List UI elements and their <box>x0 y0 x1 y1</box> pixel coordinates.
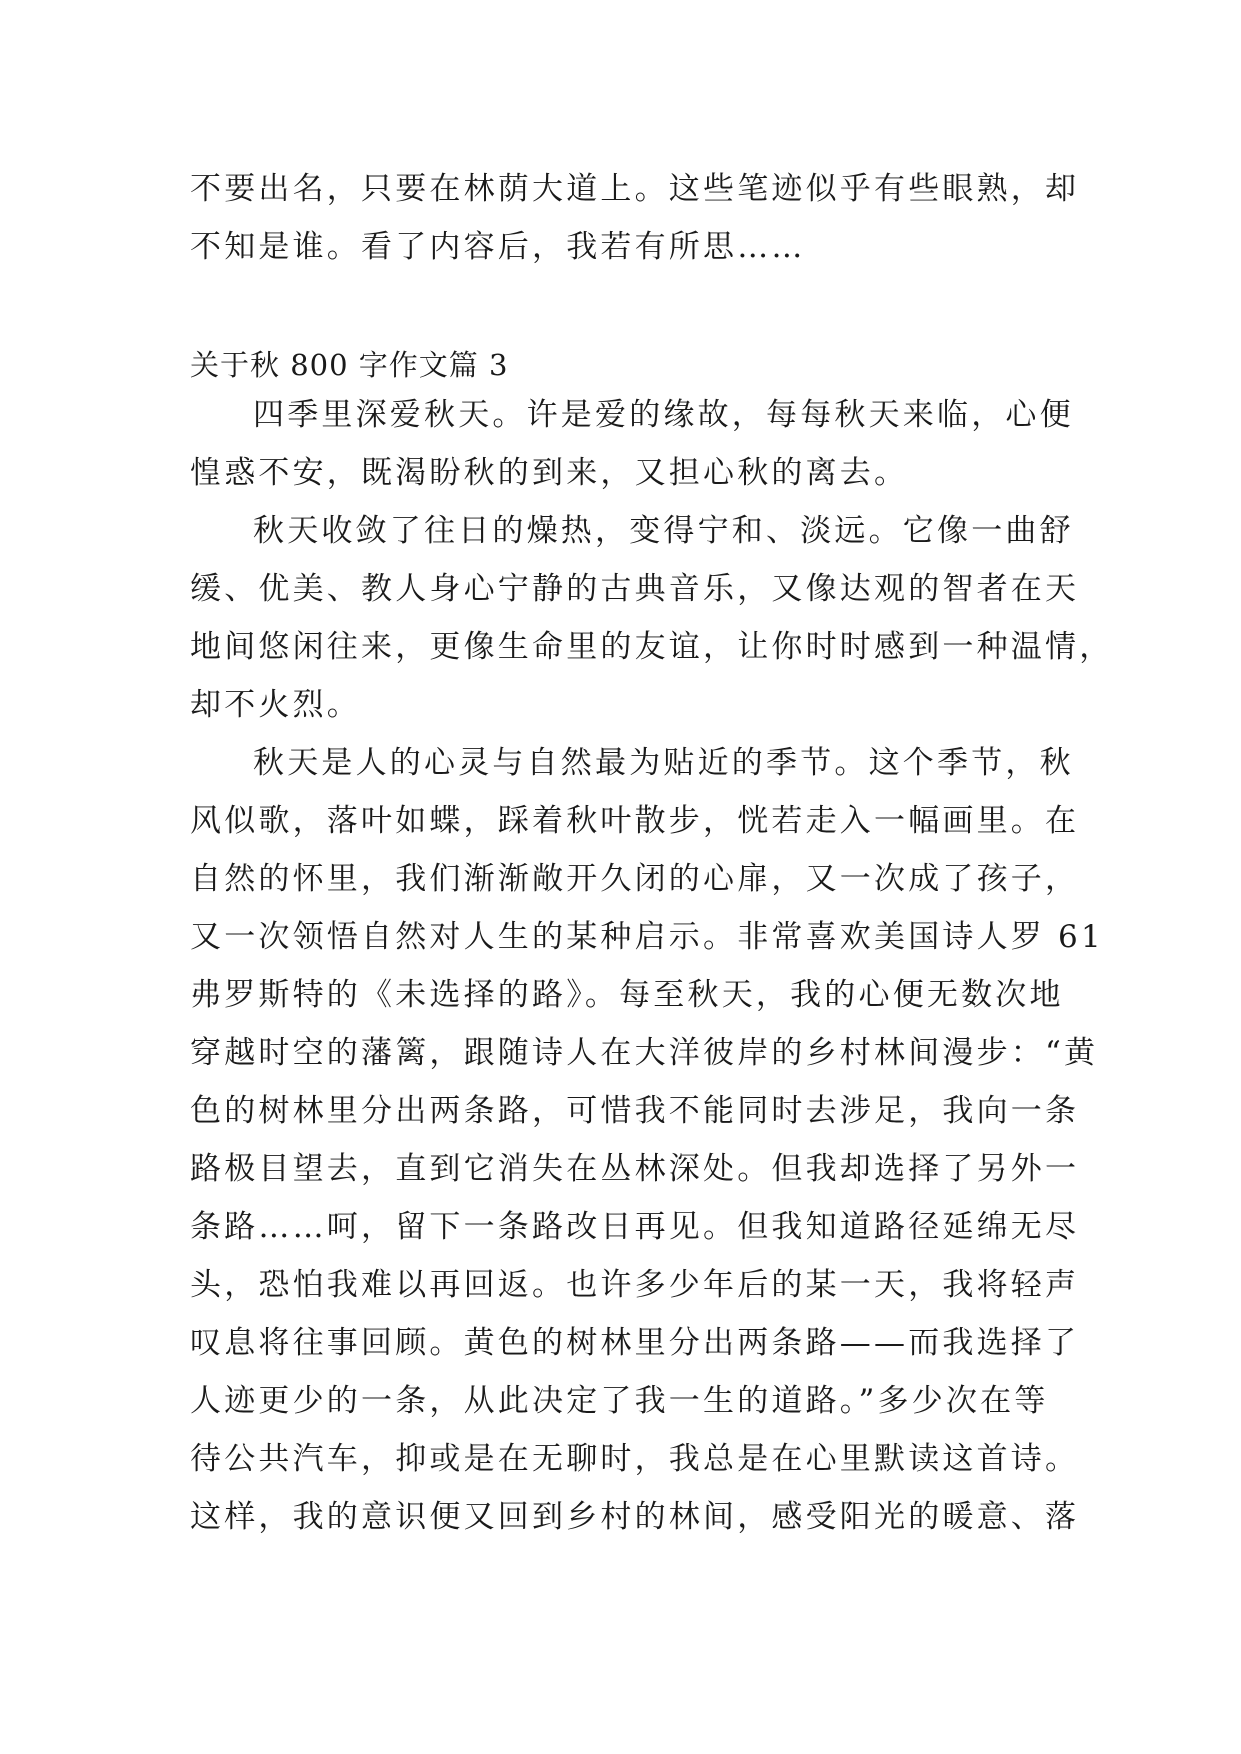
paragraph-3-line-2: 风似歌，落叶如蝶，踩着秋叶散步，恍若走入一幅画里。在 <box>190 803 1080 839</box>
paragraph-2-line-2: 缓、优美、教人身心宁静的古典音乐，又像达观的智者在天 <box>190 571 1080 607</box>
paragraph-3-line-6: 穿越时空的藩篱，跟随诗人在大洋彼岸的乡村林间漫步：“黄 <box>190 1035 1099 1071</box>
paragraph-1-line-1: 四季里深爱秋天。许是爱的缘故，每每秋天来临，心便 <box>253 397 1074 433</box>
paragraph-3-line-12: 人迹更少的一条，从此决定了我一生的道路。”多少次在等 <box>190 1383 1049 1419</box>
paragraph-3-line-14: 这样，我的意识便又回到乡村的林间，感受阳光的暖意、落 <box>190 1499 1080 1535</box>
paragraph-2-line-3: 地间悠闲往来，更像生命里的友谊，让你时时感到一种温情， <box>190 629 1114 665</box>
paragraph-1-line-2: 惶惑不安，既渴盼秋的到来，又担心秋的离去。 <box>190 455 909 491</box>
paragraph-3-line-3: 自然的怀里，我们渐渐敞开久闭的心扉，又一次成了孩子， <box>190 861 1080 897</box>
paragraph-3-line-5: 弗罗斯特的《未选择的路》。每至秋天，我的心便无数次地 <box>190 977 1064 1013</box>
intro-line-1: 不要出名，只要在林荫大道上。这些笔迹似乎有些眼熟，却 <box>190 171 1080 207</box>
paragraph-2-line-4: 却不火烈。 <box>190 687 361 723</box>
intro-line-2: 不知是谁。看了内容后，我若有所思…… <box>190 229 806 265</box>
section-heading: 关于秋 800 字作文篇 3 <box>190 348 509 382</box>
paragraph-2-line-1: 秋天收敛了往日的燥热，变得宁和、淡远。它像一曲舒 <box>253 513 1074 549</box>
paragraph-3-line-7: 色的树林里分出两条路，可惜我不能同时去涉足，我向一条 <box>190 1093 1080 1129</box>
paragraph-3-line-13: 待公共汽车，抑或是在无聊时，我总是在心里默读这首诗。 <box>190 1441 1080 1477</box>
paragraph-3-line-11: 叹息将往事回顾。黄色的树林里分出两条路——而我选择了 <box>190 1325 1080 1361</box>
paragraph-3-line-1: 秋天是人的心灵与自然最为贴近的季节。这个季节，秋 <box>253 745 1074 781</box>
paragraph-3-line-9: 条路……呵，留下一条路改日再见。但我知道路径延绵无尽 <box>190 1209 1080 1245</box>
paragraph-3-line-8: 路极目望去，直到它消失在丛林深处。但我却选择了另外一 <box>190 1151 1080 1187</box>
paragraph-3-line-4: 又一次领悟自然对人生的某种启示。非常喜欢美国诗人罗 61 <box>190 919 1104 955</box>
paragraph-3-line-10: 头，恐怕我难以再回返。也许多少年后的某一天，我将轻声 <box>190 1267 1080 1303</box>
